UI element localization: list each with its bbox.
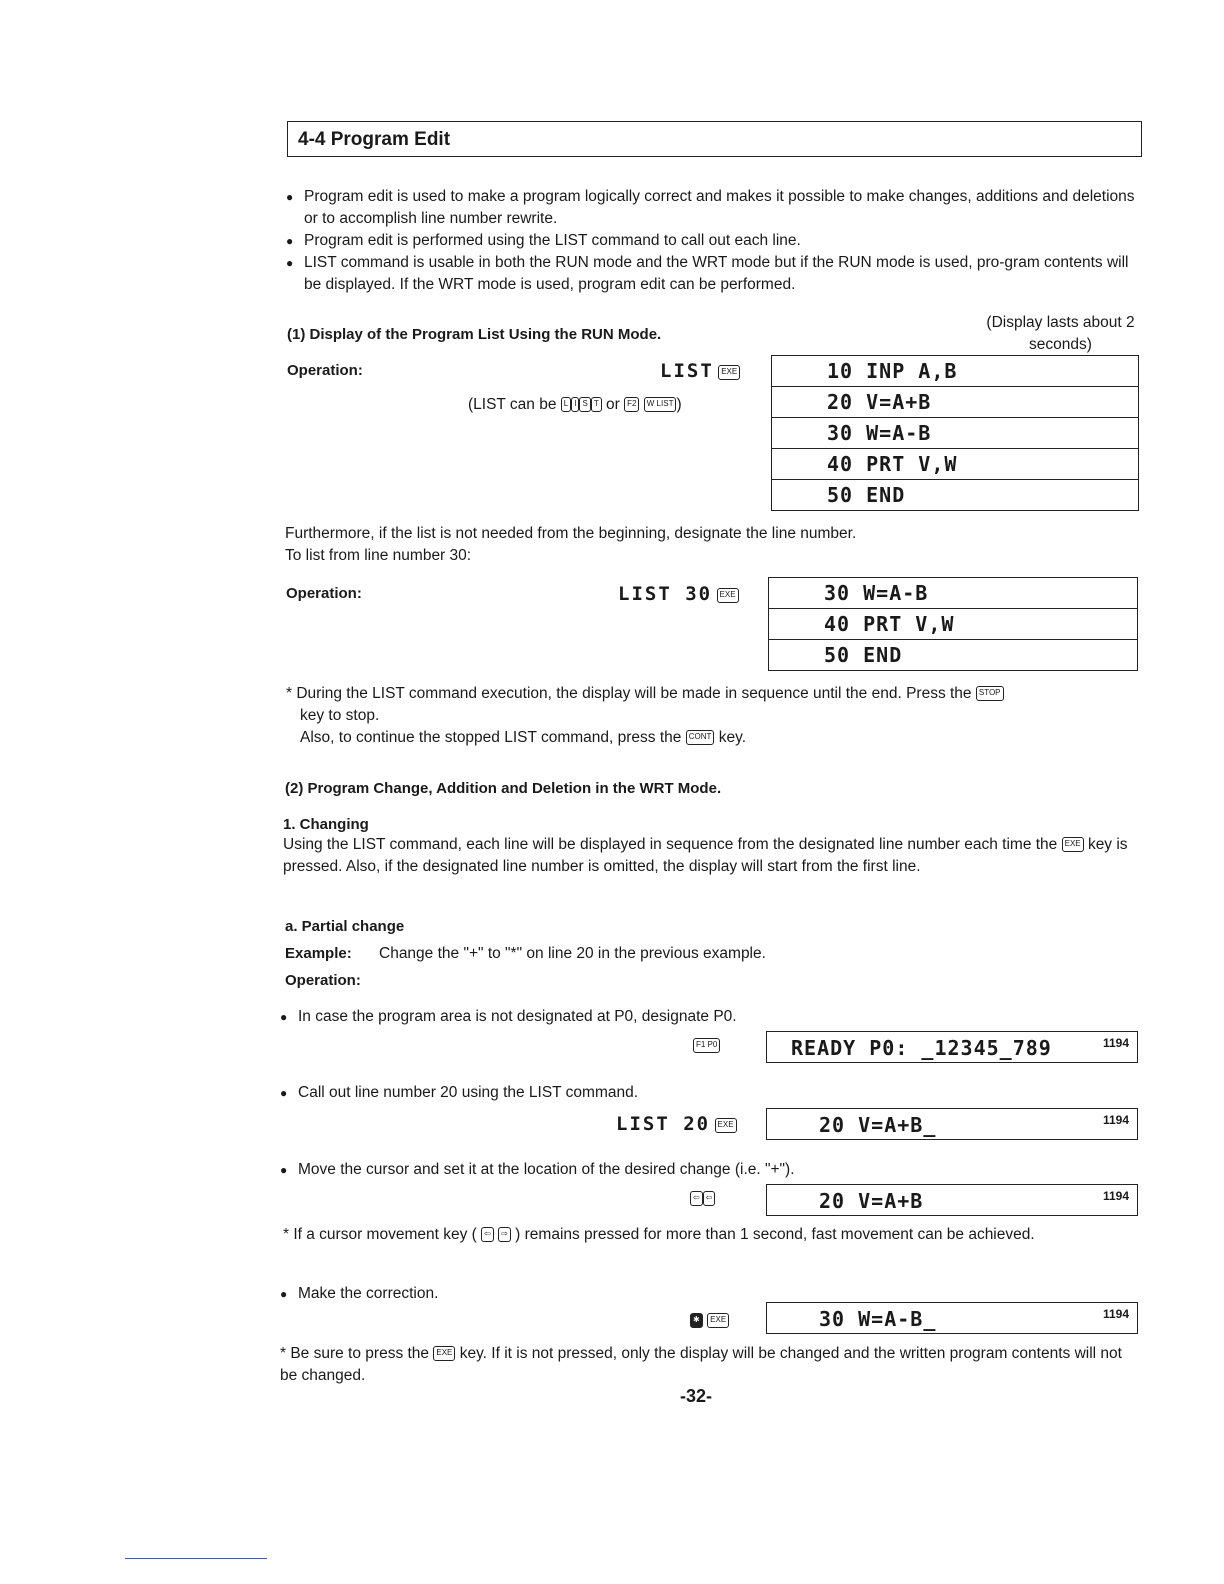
note-stop-text: * During the LIST command execution, the display will be made in sequence until the end. Press the <box>286 685 972 702</box>
lcd-line: 40 PRT V,W <box>772 449 1138 480</box>
example-text: Change the "+" to "*" on line 20 in the previous example. <box>379 945 766 962</box>
changing-text-a: Using the LIST command, each line will be displayed in sequence from the designated line number each time the <box>283 836 1058 853</box>
f2-key-icon: F2 <box>624 397 639 412</box>
to-list-text: To list from line number 30: <box>285 547 472 564</box>
memory-count: 1194 <box>1102 1036 1129 1050</box>
operation-command <box>660 360 740 382</box>
lcd-line20 <box>766 1108 1138 1140</box>
note-cursor <box>283 1224 1138 1246</box>
cursor-left-key-icon: ⇦ <box>481 1227 494 1242</box>
cursor-left-key-icon: ⇦ <box>690 1191 703 1206</box>
step1: ● In case the program area is not designated at P0, designate P0. <box>298 1008 737 1025</box>
f1-p0-key-icon: F1 P0 <box>693 1038 720 1053</box>
alt-close: ) <box>676 396 682 413</box>
list-command: LIST <box>660 360 714 382</box>
sub-heading-changing: 1. Changing <box>283 816 369 833</box>
note-cont-b: key. <box>718 729 746 746</box>
lcd-line: 50 END <box>827 483 906 507</box>
lcd-corrected <box>766 1302 1138 1334</box>
multiply-key-icon: ✱ <box>690 1313 703 1328</box>
alt-text: (LIST can be <box>468 396 557 413</box>
step4: ● Make the correction. <box>298 1285 438 1302</box>
lcd-line: 20 V=A+B_ <box>819 1113 937 1137</box>
lcd-line: 30 W=A-B <box>772 418 1138 449</box>
exe-key-icon: EXE <box>717 588 739 603</box>
section-title-box <box>287 121 1142 157</box>
section-title: 4-4 Program Edit <box>298 129 451 150</box>
cursor-right-key-icon: ⇨ <box>498 1227 511 1242</box>
step2-command <box>616 1113 737 1135</box>
lcd-line: 50 END <box>824 643 903 667</box>
exe-key-icon: EXE <box>1062 837 1084 852</box>
exe-key-icon: EXE <box>715 1118 737 1133</box>
step4-keys <box>690 1312 729 1330</box>
w-list-key-icon: W LIST <box>644 397 677 412</box>
operation-label: Operation: <box>287 362 363 379</box>
memory-count: 1194 <box>1102 1307 1129 1321</box>
furthermore-text: Furthermore, if the list is not needed from the beginning, designate the line number. <box>285 525 857 542</box>
lcd-line: 30 W=A-B_ <box>819 1307 937 1331</box>
key-s-icon: S <box>579 397 590 412</box>
intro-bullets <box>304 186 1144 296</box>
key-i-icon: I <box>571 397 579 412</box>
memory-count: 1194 <box>1102 1113 1129 1127</box>
lcd-display-list30 <box>768 577 1138 671</box>
lcd-line: READY P0: _12345_789 <box>791 1036 1052 1060</box>
operation2-command <box>618 583 739 605</box>
note-stop <box>286 683 1146 705</box>
key-t-icon: T <box>591 397 602 412</box>
alt-or: or <box>606 396 620 413</box>
list-item: ● LIST command is usable in both the RUN mode and the WRT mode but if the RUN mode is used, pro-gram contents will be displayed. If the WRT mode is used, program edit can be performed. <box>304 252 1144 296</box>
step4-text <box>298 1283 438 1305</box>
step3-keys <box>690 1190 715 1208</box>
lcd-cursor <box>766 1184 1138 1216</box>
step1-text <box>298 1006 737 1028</box>
cont-key-icon: CONT <box>686 730 715 745</box>
lcd-line: 20 V=A+B <box>772 387 1138 418</box>
step3: ● Move the cursor and set it at the location of the desired change (i.e. "+"). <box>298 1161 795 1178</box>
note-cont-text: Also, to continue the stopped LIST command, press the <box>300 729 682 746</box>
lcd-ready <box>766 1031 1138 1063</box>
display-note: (Display lasts about 2 seconds) <box>986 314 1135 353</box>
note-exe <box>280 1343 1140 1387</box>
note-exe-b: key. If it is not pressed, only the display will be changed and the written program contents will not be changed. <box>280 1345 1122 1384</box>
operation3-label: Operation: <box>285 972 361 989</box>
note-cursor-b: ) remains pressed for more than 1 second, fast movement can be achieved. <box>515 1226 1035 1243</box>
lcd-line: 30 W=A-B <box>769 578 1137 609</box>
step2-text <box>298 1082 638 1104</box>
lcd-display-list <box>771 355 1139 511</box>
stop-key-icon: STOP <box>976 686 1004 701</box>
lcd-line: 40 PRT V,W <box>769 609 1137 640</box>
step2: ● Call out line number 20 using the LIST command. <box>298 1084 638 1101</box>
example-label: Example: <box>285 945 352 962</box>
list30-command: LIST 30 <box>618 583 713 605</box>
alt-keys-note <box>468 394 682 416</box>
exe-key-icon: EXE <box>718 365 740 380</box>
lcd-line: 20 V=A+B <box>819 1189 924 1213</box>
footer-rule <box>125 1558 267 1559</box>
memory-count: 1194 <box>1102 1189 1129 1203</box>
note-cont <box>300 727 746 749</box>
changing-text-b: key is pressed. Also, if the designated line number is omitted, the display will start from the first line. <box>283 836 1128 875</box>
changing-text <box>283 834 1138 878</box>
step3-text <box>298 1159 795 1181</box>
list20-command: LIST 20 <box>616 1113 711 1135</box>
list-item: ● Program edit is performed using the LIST command to call out each line. <box>304 230 1144 252</box>
exe-key-icon: EXE <box>433 1346 455 1361</box>
lcd-line: 10 INP A,B <box>772 356 1138 387</box>
operation2-label: Operation: <box>286 585 362 602</box>
step1-keys <box>693 1037 720 1055</box>
page-number: -32- <box>680 1386 713 1406</box>
note-cursor-a: * If a cursor movement key ( <box>283 1226 477 1243</box>
note-stop-b: key to stop. <box>300 707 380 724</box>
exe-key-icon: EXE <box>707 1313 729 1328</box>
key-l-icon: L <box>561 397 571 412</box>
list-item: ● Program edit is used to make a program logically correct and makes it possible to make changes, additions and deletions or to accomplish line number rewrite. <box>304 186 1144 230</box>
note-exe-a: * Be sure to press the <box>280 1345 430 1362</box>
sub-heading-partial: a. Partial change <box>285 918 405 935</box>
part2-heading: (2) Program Change, Addition and Deletion in the WRT Mode. <box>285 780 722 797</box>
part1-heading: (1) Display of the Program List Using the RUN Mode. <box>287 326 662 343</box>
cursor-left-key-icon: ⇦ <box>703 1191 716 1206</box>
